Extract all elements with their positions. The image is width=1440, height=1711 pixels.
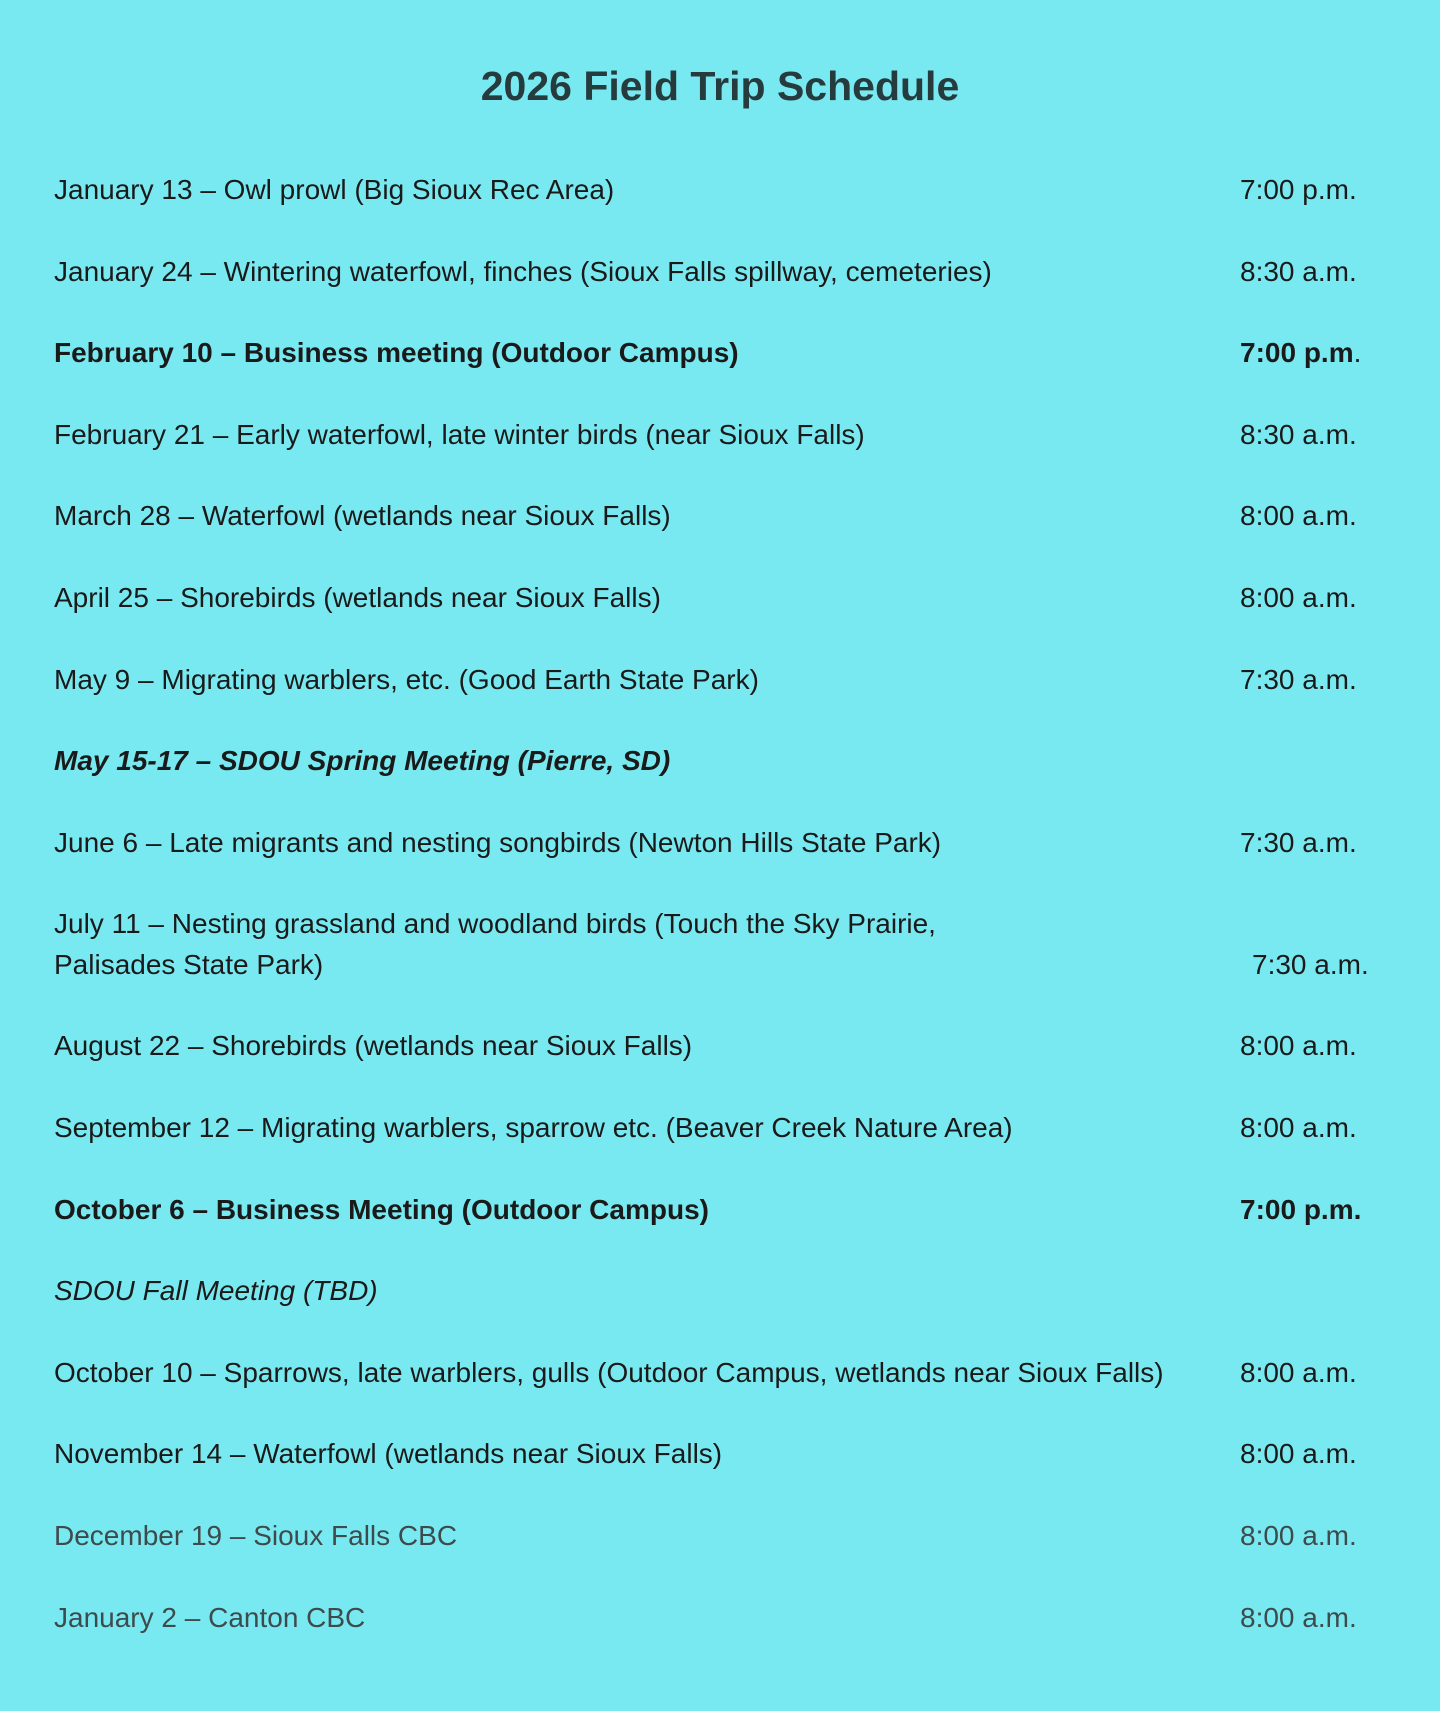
event-text: March 28 – Waterfowl (wetlands near Sioux Falls): [54, 500, 671, 532]
event-text: July 11 – Nesting grassland and woodland birds (Touch the Sky Prairie, Palisades State Park): [54, 908, 936, 980]
event-time: 7:30 a.m.: [1240, 663, 1357, 695]
schedule-list: [54, 170, 1390, 1679]
event-time: 8:00 a.m.: [1240, 1519, 1357, 1551]
schedule-row: [54, 1598, 1390, 1680]
event-time: 8:30 a.m.: [1240, 255, 1357, 287]
schedule-row: [54, 1190, 1390, 1272]
event-text: October 10 – Sparrows, late warblers, gulls (Outdoor Campus, wetlands near Sioux Falls): [54, 1356, 1164, 1388]
event-text: August 22 – Shorebirds (wetlands near Sioux Falls): [54, 1030, 693, 1062]
schedule-row: [54, 1353, 1390, 1435]
event-text: January 2 – Canton CBC: [54, 1601, 366, 1633]
schedule-row: [54, 170, 1390, 252]
event-text: April 25 – Shorebirds (wetlands near Sioux Falls): [54, 581, 661, 613]
event-text: November 14 – Waterfowl (wetlands near Sioux Falls): [54, 1438, 723, 1470]
schedule-row: [54, 823, 1390, 905]
event-time: 8:00 a.m.: [1240, 1030, 1357, 1062]
event-text: January 24 – Wintering waterfowl, finches (Sioux Falls spillway, cemeteries): [54, 255, 992, 287]
event-time: 8:00 a.m.: [1240, 581, 1357, 613]
event-text: October 6 – Business Meeting (Outdoor Campus): [54, 1193, 709, 1225]
event-time: 8:00 a.m.: [1240, 500, 1357, 532]
event-time: 7:00 p.m.: [1240, 1193, 1362, 1225]
event-time: 7:00 p.m.: [1240, 174, 1357, 205]
event-time: 7:30 a.m.: [1252, 949, 1369, 981]
event-text: February 10 – Business meeting (Outdoor Campus): [54, 337, 739, 369]
event-text: SDOU Fall Meeting (TBD): [54, 1275, 378, 1307]
event-time: 8:00 a.m.: [1240, 1356, 1357, 1388]
event-time-value: 7:00 p.m: [1240, 337, 1354, 369]
schedule-row: [54, 333, 1390, 415]
schedule-row: [54, 415, 1390, 497]
event-text: December 19 – Sioux Falls CBC: [54, 1519, 458, 1551]
event-time: [1240, 333, 1390, 374]
event-time: 8:30 a.m.: [1240, 418, 1357, 450]
schedule-row: [54, 1026, 1390, 1108]
event-text: May 9 – Migrating warblers, etc. (Good Earth State Park): [54, 663, 759, 695]
event-text: January 13 – Owl prowl (Big Sioux Rec Area): [54, 174, 615, 205]
event-text: September 12 – Migrating warblers, sparrow etc. (Beaver Creek Nature Area): [54, 1111, 1013, 1143]
schedule-row: [54, 578, 1390, 660]
page-title: 2026 Field Trip Schedule: [480, 63, 960, 109]
schedule-row: [54, 904, 1390, 1026]
event-time: 8:00 a.m.: [1240, 1111, 1357, 1143]
event-time: 8:00 a.m.: [1240, 1601, 1357, 1633]
schedule-row: [54, 1516, 1390, 1598]
event-text: June 6 – Late migrants and nesting songbirds (Newton Hills State Park): [54, 826, 942, 858]
schedule-row: [54, 252, 1390, 334]
schedule-row: [54, 1271, 1390, 1353]
event-text: May 15-17 – SDOU Spring Meeting (Pierre, SD): [54, 745, 671, 777]
event-text: February 21 – Early waterfowl, late winter birds (near Sioux Falls): [54, 418, 865, 450]
event-time-suffix: .: [1353, 337, 1362, 369]
schedule-row: [54, 1434, 1390, 1516]
schedule-row: [54, 660, 1390, 742]
event-time: 8:00 a.m.: [1240, 1438, 1357, 1470]
schedule-row: [54, 1108, 1390, 1190]
schedule-row: [54, 496, 1390, 578]
event-time: 7:30 a.m.: [1240, 826, 1357, 858]
schedule-row: [54, 741, 1390, 823]
